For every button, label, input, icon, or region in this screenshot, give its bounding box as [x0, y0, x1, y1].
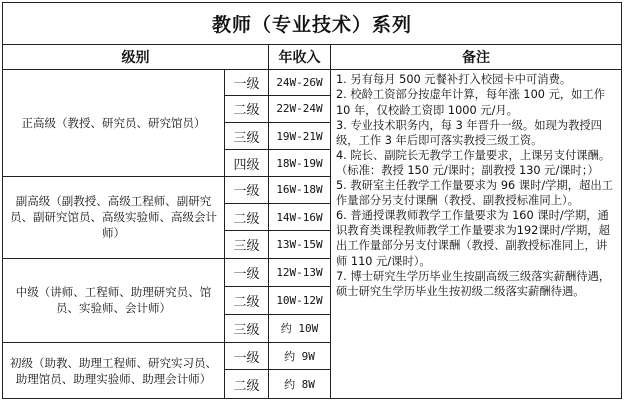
income-cell: 10W-12W [269, 287, 331, 314]
income-cell: 16W-18W [269, 176, 331, 203]
level-cell: 一级 [225, 258, 269, 286]
notes-cell [331, 70, 622, 399]
income-cell: 14W-16W [269, 204, 331, 231]
table-title: 教师（专业技术）系列 [3, 3, 622, 45]
note-item: 2. 校龄工资部分按虚年计算，每年涨 100 元，如工作 10 年，仅校龄工资即 1000 元/月。 [336, 88, 606, 117]
category-junior: 初级（助教、助理工程师、研究实习员、助理馆员、助理实验师、助理会计师） [3, 343, 225, 399]
level-cell: 一级 [225, 176, 269, 203]
level-cell: 三级 [225, 231, 269, 258]
header-income: 年收入 [269, 45, 331, 70]
category-senior: 正高级（教授、研究员、研究馆员） [3, 70, 225, 176]
income-cell: 24W-26W [269, 70, 331, 95]
level-cell: 二级 [225, 370, 269, 399]
level-cell: 一级 [225, 343, 269, 370]
level-cell: 二级 [225, 287, 269, 314]
level-cell: 四级 [225, 150, 269, 176]
note-item: 7. 博士研究生学历毕业生按副高级三级落实薪酬待遇，硕士研究生学历毕业生按初级二级落实薪酬待遇。 [336, 269, 611, 298]
header-notes: 备注 [331, 45, 622, 70]
level-cell: 二级 [225, 95, 269, 122]
income-cell: 22W-24W [269, 95, 331, 122]
income-cell: 约 9W [269, 343, 331, 370]
income-cell: 12W-13W [269, 258, 331, 286]
category-associate-senior: 副高级（副教授、高级工程师、副研究员、副研究馆员、高级实验师、高级会计师） [3, 176, 225, 258]
note-item: 5. 教研室主任教学工作量要求为 96 课时/学期，超出工作量部分另支付课酬（教授、副教授标准同上）。 [336, 179, 613, 208]
level-cell: 一级 [225, 70, 269, 95]
income-cell: 19W-21W [269, 123, 331, 150]
note-item: 4. 院长、副院长无教学工作量要求，上课另支付课酬。（标准：教授 150 元/课时；副教授 130 元/课时；） [336, 148, 611, 177]
note-item: 6. 普通授课教师教学工作量要求为 160 课时/学期，通识教育类课程教师教学工作量要求为192课时/学期，超出工作量部分另支付课酬（教授、副教授标准同上，讲师 110 元/课时）。 [336, 209, 610, 268]
income-cell: 13W-15W [269, 231, 331, 258]
salary-table [2, 2, 622, 399]
income-cell: 约 10W [269, 314, 331, 342]
level-cell: 三级 [225, 314, 269, 342]
note-item: 3. 专业技术职务内，每 3 年晋升一级。如现为教授四级，工作 3 年后即可落实教授三级工资。 [336, 118, 602, 147]
income-cell: 约 8W [269, 370, 331, 399]
note-item: 1. 另有每月 500 元餐补打入校园卡中可消费。 [336, 73, 572, 87]
income-cell: 18W-19W [269, 150, 331, 176]
header-level: 级别 [3, 45, 269, 70]
level-cell: 三级 [225, 123, 269, 150]
category-intermediate: 中级（讲师、工程师、助理研究员、馆员、实验师、会计师） [3, 258, 225, 342]
level-cell: 二级 [225, 204, 269, 231]
